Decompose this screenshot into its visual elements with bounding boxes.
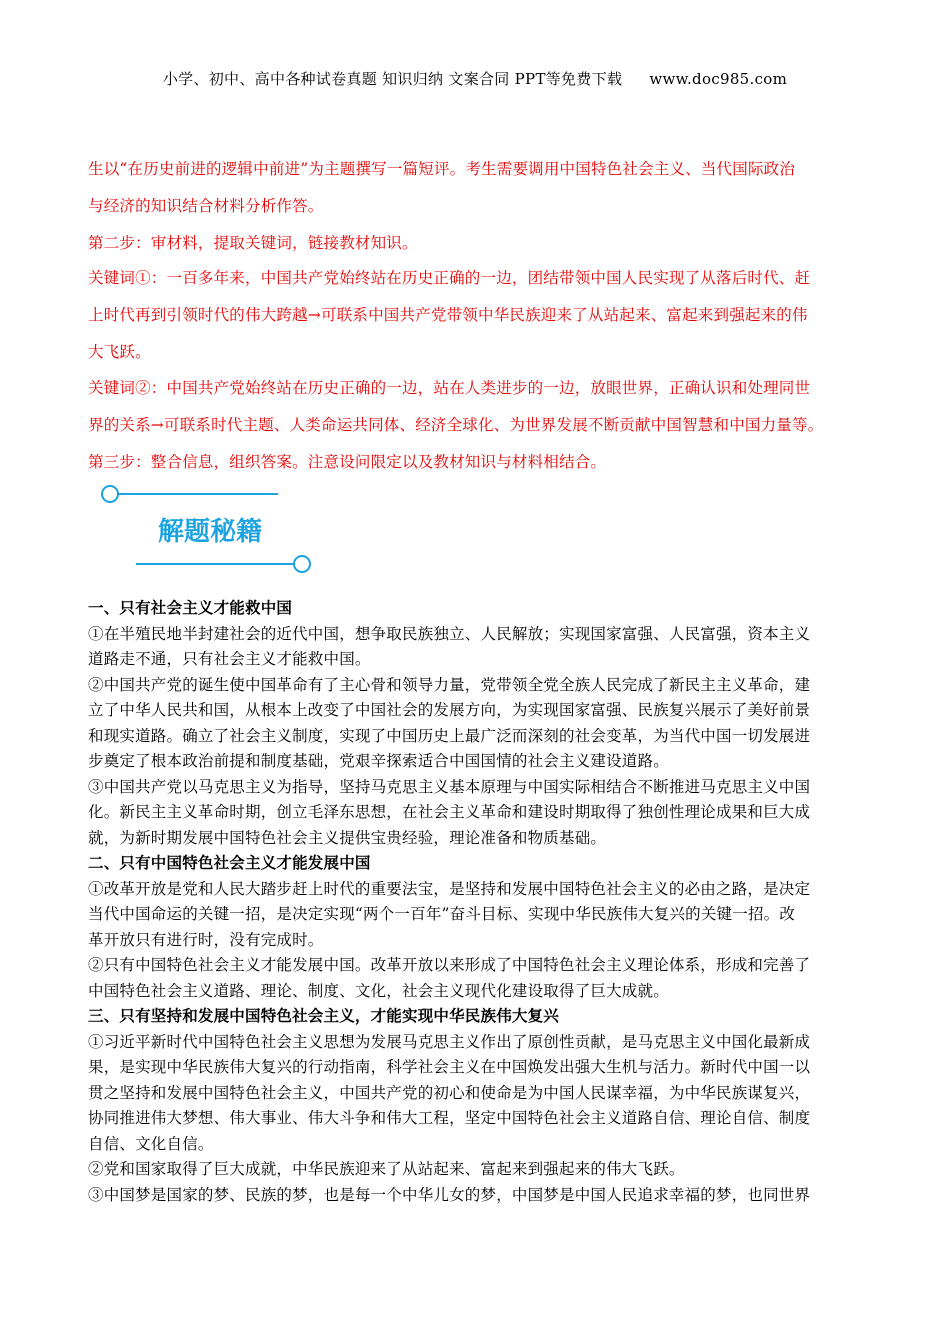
solution-tips-badge	[96, 480, 326, 584]
body-line: ①习近平新时代中国特色社会主义思想为发展马克思主义作出了原创性贡献，是马克思主义中国化最新成	[88, 1033, 811, 1051]
red-line-6: 大飞跃。	[88, 343, 151, 361]
body-line: 道路走不通，只有社会主义才能救中国。	[88, 650, 371, 668]
body-line: 协同推进伟大梦想、伟大事业、伟大斗争和伟大工程，坚定中国特色社会主义道路自信、理论自信、制度	[88, 1109, 811, 1127]
body-line: 立了中华人民共和国，从根本上改变了中国社会的发展方向，为实现国家富强、民族复兴展示了美好前景	[88, 701, 811, 719]
body-line: ③中国共产党以马克思主义为指导，坚持马克思主义基本原理与中国实际相结合不断推进马克思主义中国	[88, 778, 811, 796]
body-line: ②只有中国特色社会主义才能发展中国。改革开放以来形成了中国特色社会主义理论体系，形成和完善了	[88, 956, 811, 974]
header-site-link[interactable]: www.doc985.com	[649, 70, 788, 88]
red-line-4: 关键词①：一百多年来，中国共产党始终站在历史正确的一边，团结带领中国人民实现了从落后时代、赶	[88, 269, 811, 287]
body-line: 贯之坚持和发展中国特色社会主义，中国共产党的初心和使命是为中国人民谋幸福，为中华民族谋复兴，	[88, 1084, 811, 1102]
body-line: 和现实道路。确立了社会主义制度，实现了中国历史上最广泛而深刻的社会变革，为当代中国一切发展进	[88, 727, 811, 745]
badge-top-circle	[102, 486, 118, 502]
body-line: ①在半殖民地半封建社会的近代中国，想争取民族独立、人民解放；实现国家富强、人民富强，资本主义	[88, 625, 811, 643]
red-line-1: 生以“在历史前进的逻辑中前进”为主题撰写一篇短评。考生需要调用中国特色社会主义、当代国际政治	[88, 160, 796, 178]
red-line-3: 第二步：审材料，提取关键词，链接教材知识。	[88, 234, 418, 252]
red-line-2: 与经济的知识结合材料分析作答。	[88, 197, 324, 215]
body-line: 化。新民主主义革命时期，创立毛泽东思想，在社会主义革命和建设时期取得了独创性理论成果和巨大成	[88, 803, 811, 821]
red-line-5: 上时代再到引领时代的伟大跨越→可联系中国共产党带领中华民族迎来了从站起来、富起来到强起来的伟	[88, 306, 808, 324]
section-heading-2: 二、只有中国特色社会主义才能发展中国	[88, 853, 371, 872]
body-line: 就，为新时期发展中国特色社会主义提供宝贵经验，理论准备和物质基础。	[88, 829, 607, 847]
red-line-9: 第三步：整合信息，组织答案。注意设问限定以及教材知识与材料相结合。	[88, 453, 607, 471]
section-heading-1: 一、只有社会主义才能救中国	[88, 598, 293, 617]
header-text: 小学、初中、高中各种试卷真题 知识归纳 文案合同 PPT等免费下载	[162, 70, 623, 88]
badge-label: 解题秘籍	[157, 517, 263, 547]
body-line: 中国特色社会主义道路、理论、制度、文化，社会主义现代化建设取得了巨大成就。	[88, 982, 669, 1000]
body-line: ②党和国家取得了巨大成就，中华民族迎来了从站起来、富起来到强起来的伟大飞跃。	[88, 1160, 685, 1178]
body-line: 步奠定了根本政治前提和制度基础，党艰辛探索适合中国国情的社会主义建设道路。	[88, 752, 669, 770]
page-header	[0, 68, 950, 89]
badge-bottom-circle	[294, 556, 310, 572]
body-line: ②中国共产党的诞生使中国革命有了主心骨和领导力量，党带领全党全族人民完成了新民主主义革命，建	[88, 676, 811, 694]
red-line-7: 关键词②：中国共产党始终站在历史正确的一边，站在人类进步的一边，放眼世界，正确认识和处理同世	[88, 379, 811, 397]
red-line-8: 界的关系→可联系时代主题、人类命运共同体、经济全球化、为世界发展不断贡献中国智慧和中国力量等。	[88, 416, 824, 434]
body-line: ①改革开放是党和人民大踏步赶上时代的重要法宝，是坚持和发展中国特色社会主义的必由之路，是决定	[88, 880, 811, 898]
body-line: 革开放只有进行时，没有完成时。	[88, 931, 324, 949]
body-line: 自信、文化自信。	[88, 1135, 214, 1153]
body-line: 当代中国命运的关键一招，是决定实现“两个一百年”奋斗目标、实现中华民族伟大复兴的关键一招。改	[88, 905, 796, 923]
body-line: ③中国梦是国家的梦、民族的梦，也是每一个中华儿女的梦，中国梦是中国人民追求幸福的梦，也同世界	[88, 1186, 811, 1204]
section-heading-3: 三、只有坚持和发展中国特色社会主义，才能实现中华民族伟大复兴	[88, 1006, 560, 1025]
body-line: 果，是实现中华民族伟大复兴的行动指南，科学社会主义在中国焕发出强大生机与活力。新时代中国一以	[88, 1058, 811, 1076]
